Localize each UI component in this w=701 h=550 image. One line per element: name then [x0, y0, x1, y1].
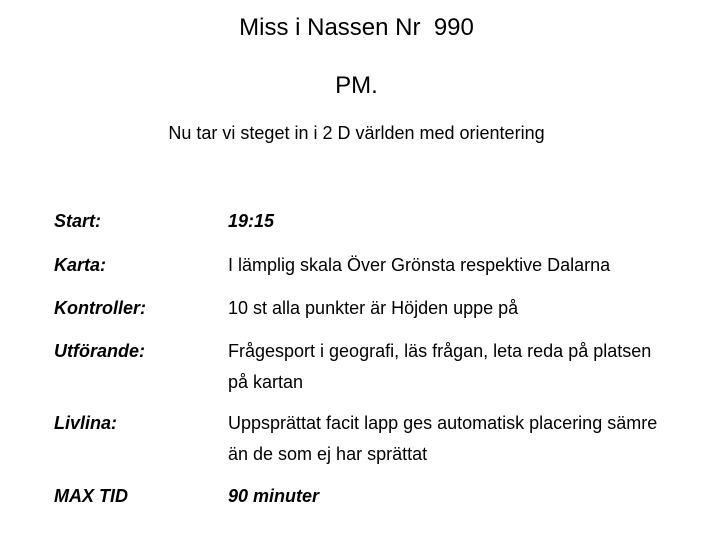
detail-label: Utförande: — [54, 341, 145, 361]
detail-label: Karta: — [54, 255, 107, 275]
detail-value: 90 minuter — [228, 486, 320, 506]
detail-label: Start: — [54, 211, 102, 231]
document-title: Miss i Nassen Nr 990 — [239, 14, 474, 41]
detail-value: I lämplig skala Över Grönsta respektive Dalarna — [228, 255, 611, 275]
detail-value: 19:15 — [228, 211, 275, 231]
detail-value: Uppsprättat facit lapp ges automatisk placering sämre än de som ej har sprättat — [228, 413, 658, 464]
detail-value: 10 st alla punkter är Höjden uppe på — [228, 298, 519, 318]
document-heading: PM. — [335, 72, 378, 99]
document-subtitle: Nu tar vi steget in i 2 D världen med orientering — [168, 123, 545, 143]
detail-label: Livlina: — [54, 413, 118, 433]
detail-label: MAX TID — [54, 486, 128, 506]
detail-value: Frågesport i geografi, läs frågan, leta reda på platsen på kartan — [228, 341, 652, 392]
detail-label: Kontroller: — [54, 298, 146, 318]
